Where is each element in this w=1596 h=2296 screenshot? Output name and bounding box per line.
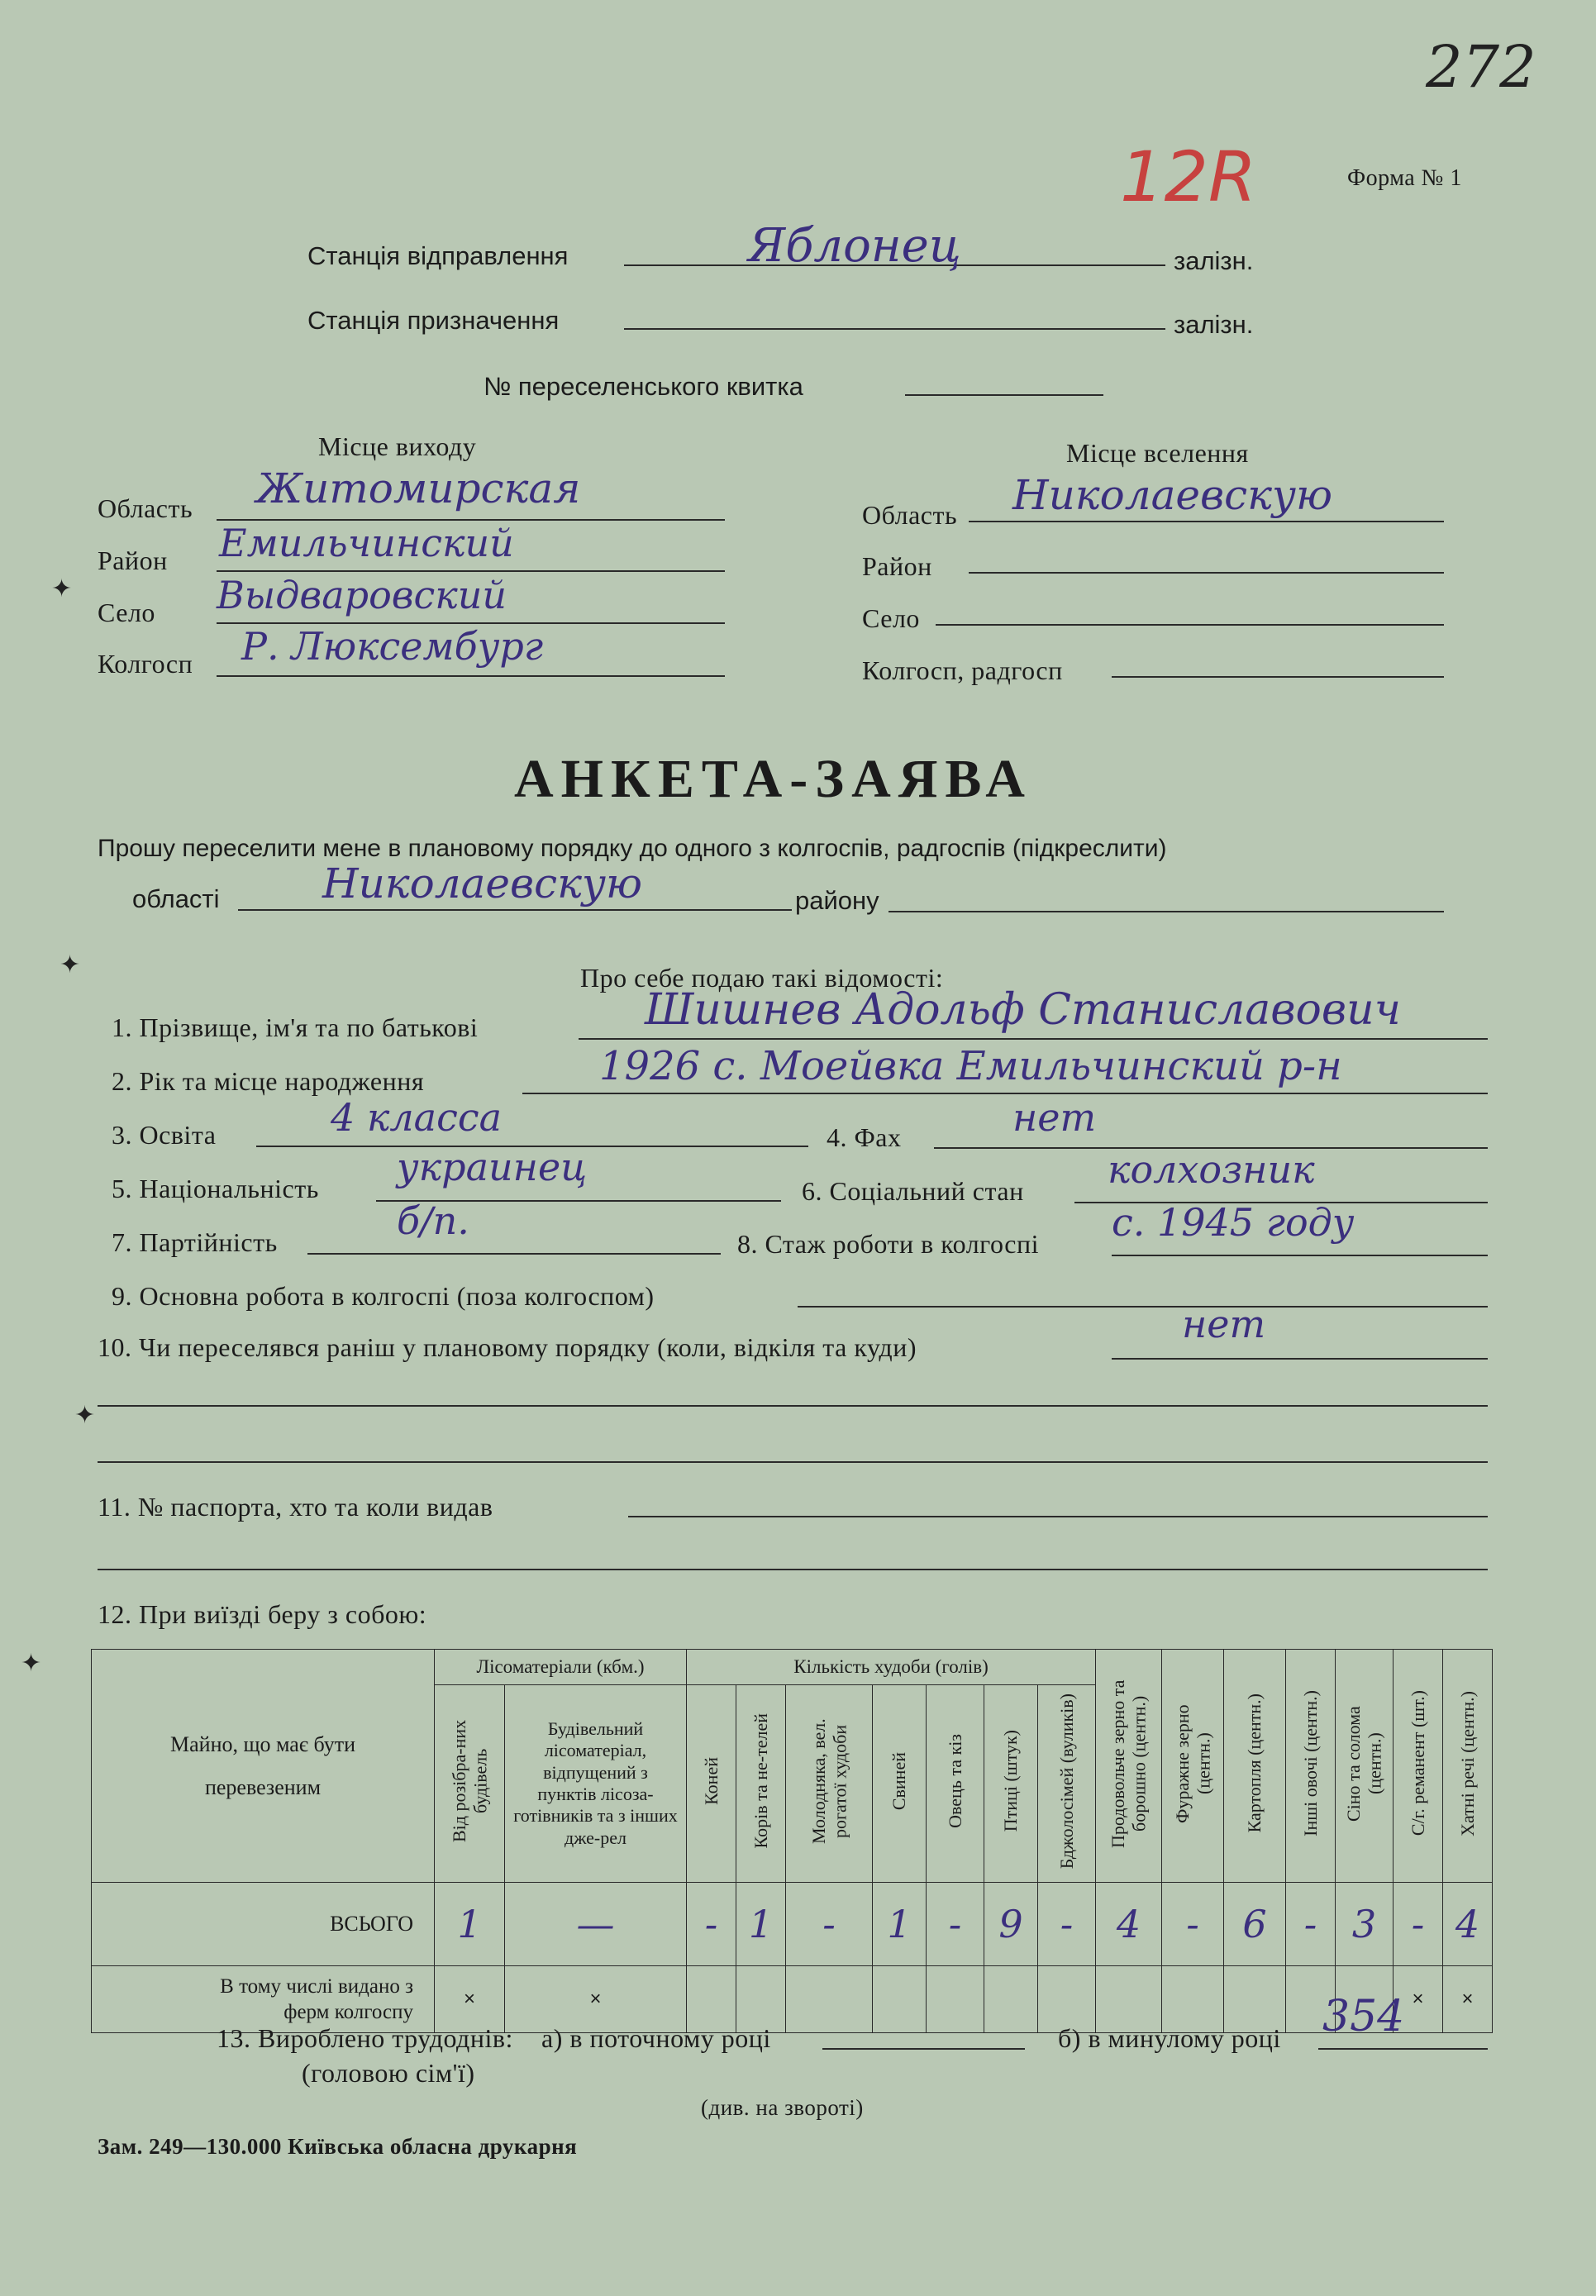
departure-rail-suffix: залізн. (1174, 246, 1254, 275)
destination-label: Станція призначення (307, 306, 560, 335)
ticket-line (905, 394, 1103, 396)
workdays-previous-label: б) в минулому році (1058, 2023, 1281, 2053)
col-header-hay-label: Сіно та солома (центн.) (1343, 1705, 1385, 1822)
item-10-label: 10. Чи переселявся раніш у плановому порядку (коли, відкіля та куди) (98, 1332, 917, 1362)
item-11-extra-line (98, 1569, 1488, 1570)
total-value: 4 (1443, 1883, 1493, 1966)
origin-oblast-label: Область (98, 493, 193, 523)
total-value: - (1286, 1883, 1336, 1966)
total-value: - (1038, 1883, 1096, 1966)
red-archive-mark: 12R (1120, 136, 1257, 217)
col-header-potatoes-label: Картопля (центн.) (1244, 1693, 1265, 1833)
col-header-food-grain (1096, 1650, 1162, 1883)
destination-kolhosp-label: Колгосп, радгосп (862, 655, 1063, 685)
item-10-value: нет (1182, 1302, 1266, 1346)
total-value: 9 (984, 1883, 1038, 1966)
item-7-value: б/п. (397, 1198, 469, 1243)
total-value: - (1162, 1883, 1224, 1966)
printer-imprint: Зам. 249—130.000 Київська обласна друкарня (98, 2134, 578, 2159)
col-header-bees-label: Бджолосімей (вуликів) (1055, 1693, 1077, 1870)
item-1-value: Шишнев Адольф Станиславович (645, 985, 1401, 1035)
property-header: Майно, що має бути перевезеним (92, 1650, 435, 1883)
col-header-sheep-goats (927, 1685, 984, 1883)
binder-mark: ✦ (74, 1401, 96, 1430)
col-header-bees (1038, 1685, 1096, 1883)
item-6-label: 6. Соціальний стан (802, 1176, 1024, 1206)
binder-mark: ✦ (51, 574, 73, 603)
total-value: 1 (736, 1883, 786, 1966)
col-header-pigs-label: Свиней (889, 1751, 910, 1811)
farm-value (873, 1966, 927, 2033)
destination-line (624, 328, 1165, 330)
farm-value (984, 1966, 1038, 2033)
col-header-poultry (984, 1685, 1038, 1883)
col-header-sheep-goats-label: Овець та кіз (944, 1734, 965, 1828)
workdays-previous-value: 354 (1322, 1992, 1405, 2041)
col-header-poultry-label: Птиці (штук) (1000, 1730, 1022, 1832)
departure-value: Яблонец (748, 219, 961, 273)
item-8-value: с. 1945 году (1112, 1200, 1355, 1245)
destination-selo-line (936, 624, 1444, 626)
ticket-label: № переселенського квитка (484, 372, 803, 401)
lumber-group-header: Лісоматеріали (кбм.) (435, 1650, 687, 1685)
item-11-line (628, 1516, 1488, 1517)
destination-oblast-line (969, 521, 1444, 522)
destination-rail-suffix: залізн. (1174, 310, 1254, 339)
destination-raion-line (969, 572, 1444, 574)
item-2-line (522, 1093, 1488, 1094)
page-number: 272 (1426, 33, 1536, 101)
item-3-value: 4 класса (331, 1095, 503, 1140)
col-header-young-cattle (786, 1685, 873, 1883)
item-7-label: 7. Партійність (112, 1227, 278, 1257)
item-10-extra-line-1 (98, 1405, 1488, 1407)
form-title: АНКЕТА-ЗАЯВА (514, 749, 1032, 809)
farm-value: × (435, 1966, 505, 2033)
col-header-food-grain-label: Продовольче зерно та борошно (центн.) (1108, 1679, 1150, 1848)
total-value: 6 (1224, 1883, 1286, 1966)
col-header-fodder-grain (1162, 1650, 1224, 1883)
origin-heading: Місце виходу (318, 431, 477, 461)
destination-oblast-value: Николаевскую (1012, 471, 1332, 519)
col-header-equipment-label: С/г. реманент (шт.) (1407, 1690, 1428, 1836)
col-header-dismantled-label: Від розібра-них будівель (448, 1719, 490, 1843)
item-9-line (798, 1306, 1488, 1308)
farm-value: × (1443, 1966, 1493, 2033)
origin-raion-value: Емильчинский (219, 521, 514, 565)
destination-oblast-label: Область (862, 500, 958, 530)
request-text: Прошу переселити мене в плановому порядку до одного з колгоспів, радгоспів (підкреслити) (98, 835, 1167, 862)
workdays-label: 13. Вироблено трудоднів: (217, 2023, 513, 2053)
farm-value (786, 1966, 873, 2033)
origin-selo-value: Выдваровский (217, 573, 507, 617)
origin-kolhosp-line (217, 675, 725, 677)
table-row-total (92, 1883, 1493, 1966)
item-5-label: 5. Національність (112, 1174, 319, 1203)
col-header-vegetables (1286, 1650, 1336, 1883)
form-number: Форма № 1 (1347, 165, 1462, 191)
col-header-household (1443, 1650, 1493, 1883)
item-6-value: колхозник (1108, 1147, 1315, 1192)
about-heading: Про себе подаю такі відомості: (580, 963, 944, 993)
origin-raion-label: Район (98, 545, 168, 575)
request-oblast-value: Николаевскую (322, 860, 642, 907)
goods-table (91, 1649, 1493, 2033)
col-header-dismantled (435, 1685, 505, 1883)
item-1-line (579, 1038, 1488, 1040)
item-2-label: 2. Рік та місце народження (112, 1066, 425, 1096)
total-value: 1 (435, 1883, 505, 1966)
total-value: - (687, 1883, 736, 1966)
col-header-potatoes (1224, 1650, 1286, 1883)
col-header-horses (687, 1685, 736, 1883)
farm-value: × (1394, 1966, 1443, 2033)
workdays-previous-line (1318, 2048, 1488, 2050)
col-header-horses-label: Коней (700, 1757, 722, 1805)
total-value: 4 (1096, 1883, 1162, 1966)
total-value: - (1394, 1883, 1443, 1966)
col-header-fodder-grain-label: Фуражне зерно (центн.) (1171, 1703, 1214, 1823)
col-header-hay (1336, 1650, 1394, 1883)
total-value: — (505, 1883, 687, 1966)
workdays-current-label: а) в поточному році (541, 2023, 771, 2053)
farm-value (927, 1966, 984, 2033)
item-11-label: 11. № паспорта, хто та коли видав (98, 1492, 493, 1522)
item-10-line (1112, 1358, 1488, 1360)
workdays-current-line (822, 2048, 1025, 2050)
col-header-vegetables-label: Інші овочі (центн.) (1299, 1690, 1321, 1836)
destination-raion-label: Район (862, 551, 932, 581)
total-value: 1 (873, 1883, 927, 1966)
destination-kolhosp-line (1112, 676, 1444, 678)
col-header-household-label: Хатні речі (центн.) (1456, 1690, 1478, 1836)
item-4-value: нет (1012, 1095, 1097, 1140)
item-5-value: украинец (397, 1145, 588, 1189)
origin-kolhosp-value: Р. Люксембург (241, 624, 544, 669)
destination-heading: Місце вселення (1066, 438, 1249, 468)
item-3-label: 3. Освіта (112, 1120, 217, 1150)
col-header-equipment (1394, 1650, 1443, 1883)
total-value: - (786, 1883, 873, 1966)
departure-label: Станція відправлення (307, 241, 569, 270)
origin-raion-line (217, 570, 725, 572)
item-10-extra-line-2 (98, 1461, 1488, 1463)
livestock-group-header: Кількість худоби (голів) (687, 1650, 1096, 1685)
workdays-sub-label: (головою сім'ї) (302, 2058, 475, 2088)
request-oblast-line (238, 909, 792, 911)
total-value: - (927, 1883, 984, 1966)
item-7-line (307, 1253, 721, 1255)
item-9-label: 9. Основна робота в колгоспі (поза колгоспом) (112, 1281, 655, 1311)
origin-oblast-value: Житомирская (256, 464, 581, 512)
col-header-cows (736, 1685, 786, 1883)
origin-kolhosp-label: Колгосп (98, 649, 193, 679)
request-raion-label: району (795, 886, 879, 915)
binder-mark: ✦ (60, 950, 81, 979)
farm-value: × (505, 1966, 687, 2033)
request-raion-line (889, 911, 1444, 912)
item-8-line (1112, 1255, 1488, 1256)
col-header-building-timber: Будівельний лісоматеріал, відпущений з пунктів лісоза-готівників та з інших дже-рел (505, 1685, 687, 1883)
item-4-label: 4. Фах (827, 1122, 902, 1152)
destination-selo-label: Село (862, 603, 920, 633)
item-2-value: 1926 с. Моейвка Емильчинский р-н (599, 1043, 1342, 1089)
table-header-group-row (92, 1650, 1493, 1685)
see-reverse-note: (див. на звороті) (701, 2095, 864, 2120)
request-oblast-label: області (132, 884, 220, 913)
origin-selo-label: Село (98, 598, 155, 627)
binder-mark: ✦ (21, 1649, 42, 1678)
total-label: ВСЬОГО (92, 1883, 435, 1966)
item-1-label: 1. Прізвище, ім'я та по батькові (112, 1012, 479, 1042)
col-header-cows-label: Корів та не-телей (750, 1713, 771, 1849)
col-header-pigs (873, 1685, 927, 1883)
total-value: 3 (1336, 1883, 1394, 1966)
farm-label: В тому числі видано з ферм колгоспу (92, 1966, 435, 2033)
col-header-young-cattle-label: Молодняка, вел. рогатої худоби (808, 1718, 850, 1844)
item-12-label: 12. При виїзді беру з собою: (98, 1599, 427, 1629)
item-8-label: 8. Стаж роботи в колгоспі (737, 1229, 1039, 1259)
